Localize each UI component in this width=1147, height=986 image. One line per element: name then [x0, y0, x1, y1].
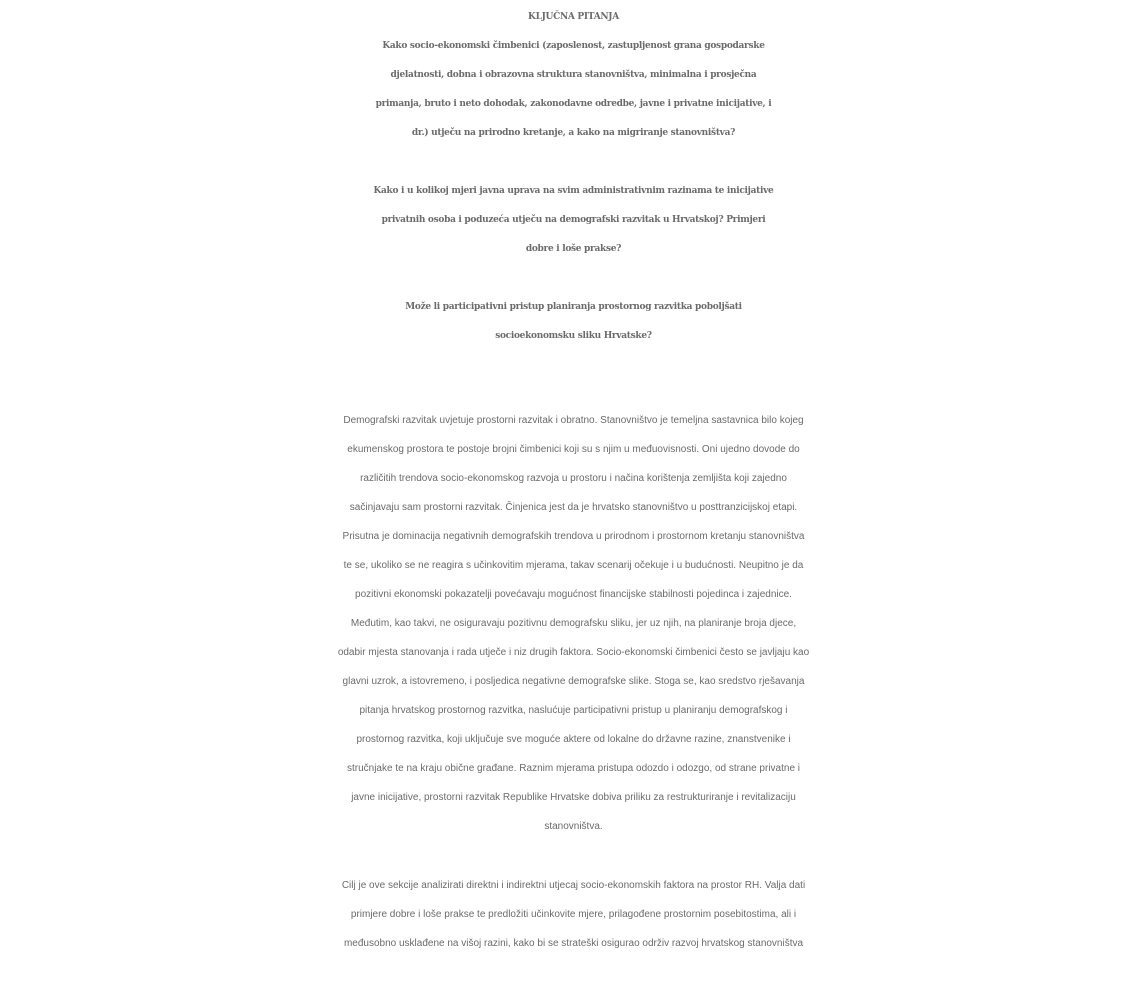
paragraph-line: stanovništva. — [544, 821, 603, 832]
question-1-line: primanja, bruto i neto dohodak, zakonodavne odredbe, javne i privatne inicijative, i — [375, 99, 772, 109]
paragraph-line: javne inicijative, prostorni razvitak Republike Hrvatske dobiva priliku za restrukturiranje i revitalizaciju — [351, 792, 796, 803]
paragraph-line: različitih trendova socio-ekonomskog razvoja u prostoru i načina korištenja zemljišta koji zajedno — [360, 473, 787, 484]
paragraph-line: pozitivni ekonomski pokazatelji povećavaju mogućnost financijske stabilnosti pojedinca i zajednice. — [355, 589, 792, 600]
paragraph-line: Prisutna je dominacija negativnih demografskih trendova u prirodnom i prostornom kretanju stanovništva — [342, 531, 805, 542]
paragraph-line: ekumenskog prostora te postoje brojni čimbenici koji su s njim u međuovisnosti. Oni ujedno dovode do — [347, 444, 800, 455]
key-questions-section — [0, 3, 1147, 351]
paragraph-line: te se, ukoliko se ne reagira s učinkovitim mjerama, takav scenarij očekuje i u budućnosti. Neupitno je da — [343, 560, 804, 571]
question-2-line: dobre i loše prakse? — [525, 244, 622, 254]
paragraph-line: stručnjake te na kraju obične građane. Raznim mjerama pristupa odozdo i odozgo, od strane privatne i — [346, 763, 801, 774]
paragraph-line: odabir mjesta stanovanja i rada utječe i niz drugih faktora. Socio-ekonomski čimbenici često se javljaju kao — [337, 647, 810, 658]
question-3-line: socioekonomsku sliku Hrvatske? — [495, 331, 652, 341]
question-2-line: privatnih osoba i poduzeća utječu na demografski razvitak u Hrvatskoj? Primjeri — [381, 215, 766, 225]
paragraph-line: prostornog razvitka, koji uključuje sve moguće aktere od lokalne do državne razine, znanstvenike i — [356, 734, 791, 745]
spacer — [0, 264, 1147, 293]
paragraph-line: glavni uzrok, a istovremeno, i posljedica negativne demografske slike. Stoga se, kao sredstvo rješavanja — [342, 676, 805, 687]
paragraph-1 — [0, 406, 1147, 841]
question-2-line: Kako i u kolikoj mjeri javna uprava na svim administrativnim razinama te inicijative — [373, 186, 774, 196]
question-1-line: Kako socio-ekonomski čimbenici (zaposlenost, zastupljenost grana gospodarske — [382, 41, 765, 51]
paragraph-line: međusobno usklađene na višoj razini, kako bi se strateški osigurao održiv razvoj hrvatskog stanovništva — [343, 938, 804, 949]
paragraph-line: Cilj je ove sekcije analizirati direktni i indirektni utjecaj socio-ekonomskih faktora na prostor RH. Valja dati — [341, 880, 806, 891]
paragraph-line: Međutim, kao takvi, ne osiguravaju pozitivnu demografsku sliku, jer uz njih, na planiranje broja djece, — [350, 618, 797, 629]
paragraph-line: pitanja hrvatskog prostornog razvitka, naslućuje participativni pristup u planiranju demografskog i — [359, 705, 788, 716]
paragraph-2 — [0, 871, 1147, 958]
section-heading: KLJUČNA PITANJA — [528, 12, 619, 22]
spacer — [0, 148, 1147, 177]
paragraph-line: primjere dobre i loše prakse te predložiti učinkovite mjere, prilagođene prostornim posebitostima, ali i — [350, 909, 797, 920]
question-3-line: Može li participativni pristup planiranja prostornog razvitka poboljšati — [405, 302, 742, 312]
paragraph-line: Demografski razvitak uvjetuje prostorni razvitak i obratno. Stanovništvo je temeljna sastavnica bilo kojeg — [343, 415, 804, 426]
question-1-line: dr.) utječu na prirodno kretanje, a kako na migriranje stanovništva? — [411, 128, 736, 138]
paragraph-line: sačinjavaju sam prostorni razvitak. Činjenica jest da je hrvatsko stanovništvo u posttranzicijskoj etapi. — [349, 502, 798, 513]
question-1-line: djelatnosti, dobna i obrazovna struktura stanovništva, minimalna i prosječna — [390, 70, 757, 80]
